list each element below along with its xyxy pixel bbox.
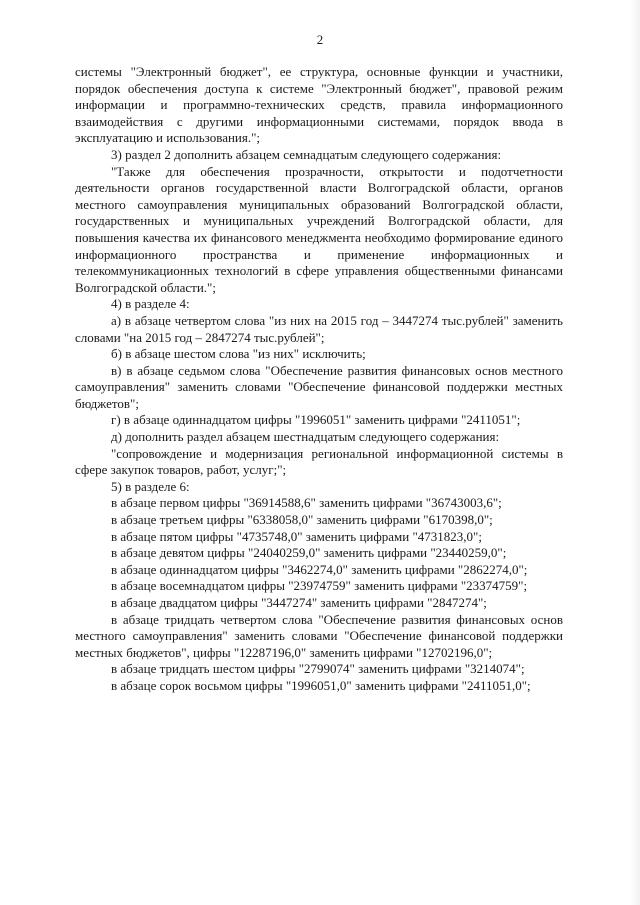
paragraph: а) в абзаце четвертом слова "из них на 2015 год – 3447274 тыс.рублей" заменить словами "на 2015 год – 2847274 тыс.рублей"; xyxy=(75,312,563,345)
paragraph: "сопровождение и модернизация региональной информационной системы в сфере закупок товаров, работ, услуг;"; xyxy=(75,445,563,478)
document-body xyxy=(75,64,563,695)
scan-edge-shadow xyxy=(630,0,640,905)
paragraph: в абзаце восемнадцатом цифры "23974759" заменить цифрами "23374759"; xyxy=(111,578,528,594)
paragraph: в абзаце первом цифры "36914588,6" заменить цифрами "36743003,6"; xyxy=(111,495,502,511)
paragraph: в абзаце пятом цифры "4735748,0" заменить цифрами "4731823,0"; xyxy=(111,528,482,544)
paragraph: г) в абзаце одиннадцатом цифры "1996051" заменить цифрами "2411051"; xyxy=(111,412,521,428)
paragraph: в абзаце двадцатом цифры "3447274" заменить цифрами "2847274"; xyxy=(111,595,487,610)
paragraph: в абзаце сорок восьмом цифры "1996051,0" заменить цифрами "2411051,0"; xyxy=(111,677,531,693)
paragraph: в абзаце девятом цифры "24040259,0" заменить цифрами "23440259,0"; xyxy=(111,545,507,561)
paragraph: в абзаце тридцать четвертом слова "Обеспечение развития финансовых основ местного самоуправления" заменить словами "Обеспечение финансовой поддержки местных бюджетов", цифры "12287196,0" заменить цифрами "12702196,0"; xyxy=(75,611,563,660)
paragraph: "Также для обеспечения прозрачности, открытости и подотчетности деятельности органов государственной власти Волгоградской области, органов местного самоуправления муниципальных образований Волгоградской области, государственных и муниципальных учреждений Волгоградской области, для повышения качества их финансового менеджмента необходимо формирование единого информационного пространства и применение информационных и телекоммуникационных технологий в сфере управления общественными финансами Волгоградской области."; xyxy=(75,163,563,295)
paragraph: 3) раздел 2 дополнить абзацем семнадцатым следующего содержания: xyxy=(111,146,502,162)
page-number: 2 xyxy=(316,32,324,47)
paragraph: системы "Электронный бюджет", ее структура, основные функции и участники, порядок обеспечения доступа к системе "Электронный бюджет", правовой режим информации и программно-технических средств, правила информационного взаимодействия с другими информационными системами, порядок ввода в эксплуатацию и использования."; xyxy=(75,64,563,146)
paragraph: в абзаце одиннадцатом цифры "3462274,0" заменить цифрами "2862274,0"; xyxy=(111,561,528,577)
paragraph: в абзаце тридцать шестом цифры "2799074" заменить цифрами "3214074"; xyxy=(111,661,525,677)
paragraph: в) в абзаце седьмом слова "Обеспечение развития финансовых основ местного самоуправления" заменить словами "Обеспечение финансовой поддержки местных бюджетов"; xyxy=(75,362,563,411)
paragraph: д) дополнить раздел абзацем шестнадцатым следующего содержания: xyxy=(111,429,500,445)
paragraph: 4) в разделе 4: xyxy=(111,296,190,312)
paragraph: б) в абзаце шестом слова "из них" исключить; xyxy=(111,346,366,362)
paragraph: в абзаце третьем цифры "6338058,0" заменить цифрами "6170398,0"; xyxy=(111,512,493,528)
paragraph: 5) в разделе 6: xyxy=(111,478,190,494)
